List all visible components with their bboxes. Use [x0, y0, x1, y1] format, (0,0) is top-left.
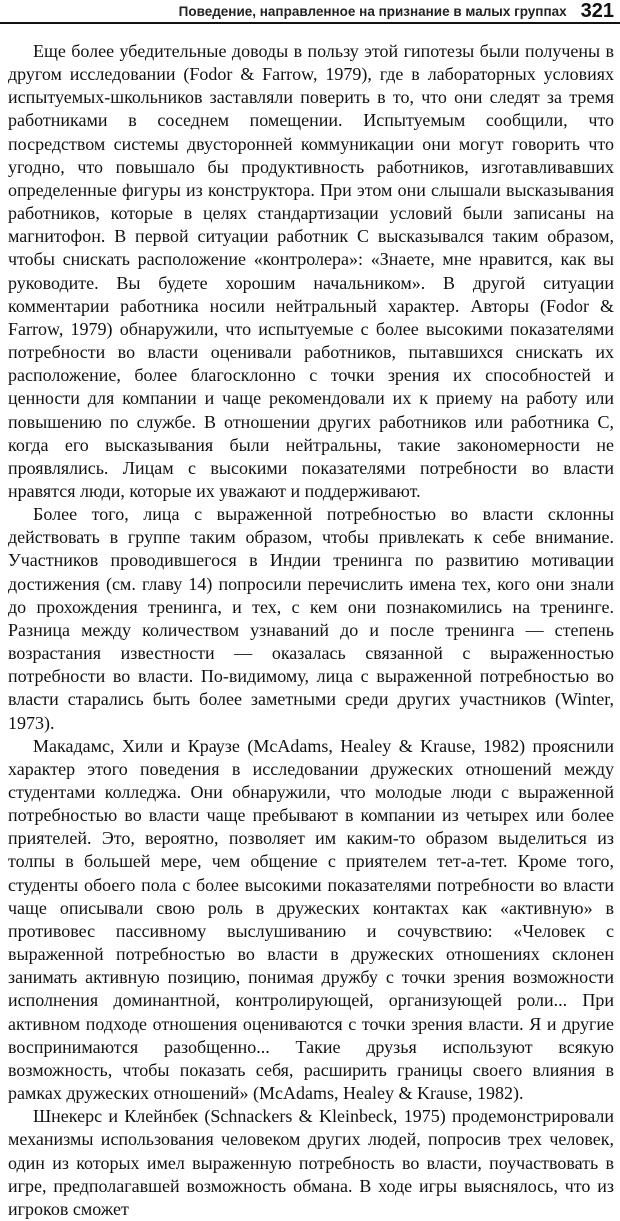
paragraph-3: Макадамс, Хили и Краузе (McAdams, Healey & Krause, 1982) прояснили характер этого поведения в исследовании дружеских отношений между студентами колледжа. Они обнаружили, что молодые люди с выраженной потребностью во власти чаще пребывают в компании из четырех или более приятелей. Это, вероятно, позволяет им каким-то образом выделиться из толпы в большей мере, чем общение с приятелем тет-а-тет. Кроме того, студенты обоего пола с более высокими показателями потребности во власти чаще описывали свою роль в дружеских контактах как «активную» в противовес пассивному выслушиванию и сочувствию: «Человек с выраженной потребностью во власти в дружеских отношениях склонен занимать активную позицию, понимая дружбу с точки зрения возможности исполнения доминантной, контролирующей, организующей роли... При активном подходе отношения оцениваются с точки зрения власти. Я и другие воспринимаются разобщенно... Такие друзья используют всякую возможность, чтобы показать себя, расширить границы своего влияния в рамках дружеских отношений» (McAdams, Healey & Krause, 1982).	[8, 735, 614, 1104]
page-number: 321	[580, 0, 614, 22]
paragraph-2: Более того, лица с выраженной потребностью во власти склонны действовать в группе таким образом, чтобы привлекать к себе внимание. Участников проводившегося в Индии тренинга по развитию мотивации достижения (см. главу 14) попросили перечислить имена тех, кого они знали до прохождения тренинга, и тех, с кем они познакомились на тренинге. Разница между количеством узнаваний до и после тренинга — степень возрастания известности — оказалась связанной с выраженностью потребности во власти. По-видимому, лица с выраженной потребностью во власти старались быть более заметными среди других участников (Winter, 1973).	[8, 504, 614, 733]
paragraph-1: Еще более убедительные доводы в пользу этой гипотезы были получены в другом исследовании (Fodor & Farrow, 1979), где в лабораторных условиях испытуемых-школьников заставляли поверить в то, что они следят за тремя работниками в соседнем помещении. Испытуемым сообщили, что посредством системы двусторонней коммуникации они могут говорить что угодно, что повышало бы продуктивность работников, изготавливавших определенные фигуры из конструктора. При этом они слышали высказывания работников, которые в целях стандартизации условий были записаны на магнитофон. В первой ситуации работник C высказывался таким образом, чтобы снискать расположение «контролера»: «Знаете, мне нравится, как вы руководите. Вы будете хорошим начальником». В другой ситуации комментарии работника носили нейтральный характер. Авторы (Fodor & Farrow, 1979) обнаружили, что испытуемые с более высокими показателями потребности во власти оценивали работников, пытавшихся снискать их расположение, более благосклонно с точки зрения их способностей и ценности для компании и чаще рекомендовали их к приему на работу или повышению по службе. В отношении других работников или работника C, когда его высказывания были нейтральны, такие закономерности не проявлялись. Лицам с высокими показателями потребности во власти нравятся люди, которые их уважают и поддерживают.	[8, 41, 614, 501]
paragraph-4: Шнекерс и Клейнбек (Schnackers & Kleinbeck, 1975) продемонстрировали механизмы использования человеком других людей, попросив трех человек, один из которых имел выраженную потребность во власти, поучаствовать в игре, предполагавшей возможность обмана. В ходе игры выяснялось, что из игроков сможет	[8, 1106, 614, 1219]
body-text	[8, 40, 614, 1221]
running-title: Поведение, направленное на признание в малых группах	[178, 3, 567, 19]
running-header	[0, 0, 620, 24]
